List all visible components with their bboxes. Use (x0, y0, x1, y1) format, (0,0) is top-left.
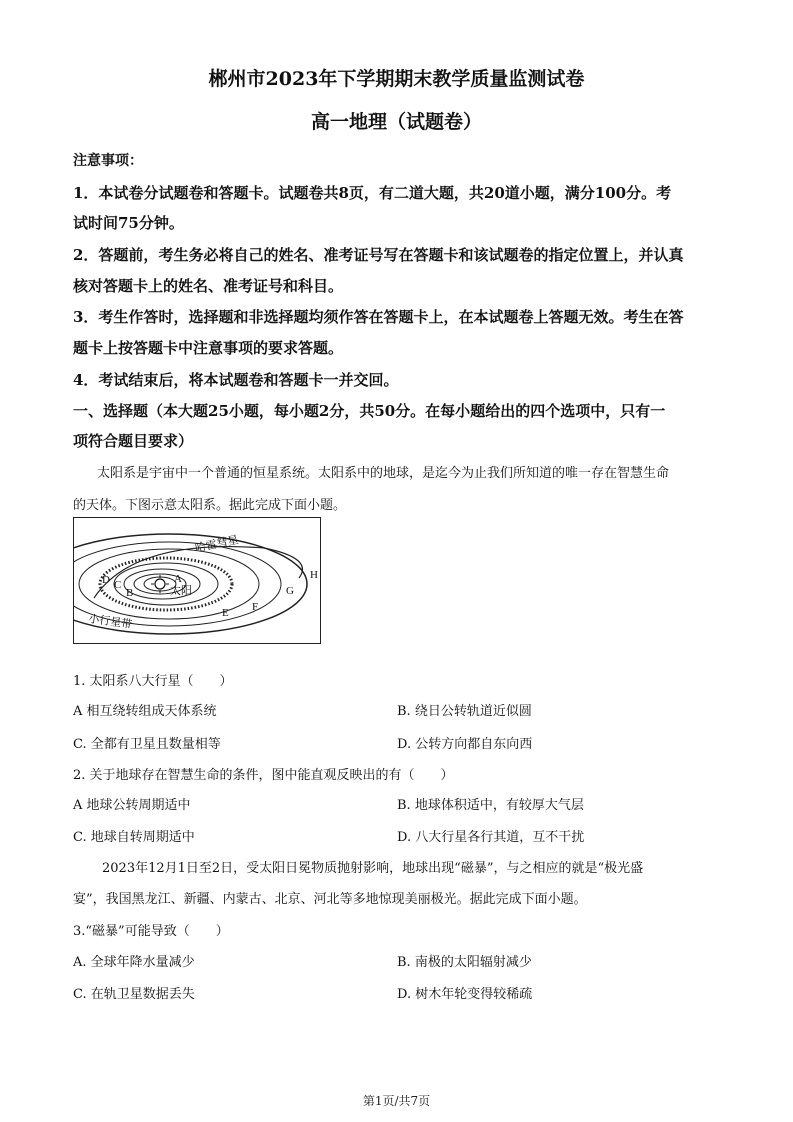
option-d: D. 公转方向都自东向西 (397, 737, 533, 752)
option-a: A 相互绕转组成天体系统 (73, 704, 217, 719)
section-heading: 一、选择题（本大题25小题，每小题2分，共50分。在每小题给出的四个选项中，只有一 (73, 402, 666, 420)
option-c: C. 地球自转周期适中 (73, 830, 195, 845)
section-heading: 项符合题目要求） (73, 432, 194, 450)
solar-system-figure (73, 517, 321, 644)
planet-label-e: E (222, 607, 229, 619)
planet-label-b: B (126, 587, 134, 599)
planet-label-d: D (102, 574, 110, 586)
option-b: B. 地球体积适中，有较厚大气层 (397, 798, 584, 813)
option-c: C. 全都有卫星且数量相等 (73, 737, 221, 752)
question-stem: 1. 太阳系八大行星（ ） (73, 674, 233, 689)
page-subtitle: 高一地理（试题卷） (310, 111, 482, 133)
passage-text: 宴”，我国黑龙江、新疆、内蒙古、北京、河北等多地惊现美丽极光。据此完成下面小题。 (73, 892, 587, 907)
question-stem: 2. 关于地球存在智慧生命的条件，图中能直观反映出的有（ ） (73, 768, 454, 783)
notice-line: 1．本试卷分试题卷和答题卡。试题卷共8页，有二道大题，共20道小题，满分100分。考 (73, 184, 672, 202)
option-c: C. 在轨卫星数据丢失 (73, 987, 195, 1002)
page-title: 郴州市2023年下学期期末教学质量监测试卷 (208, 68, 585, 90)
planet-label-c: C (114, 579, 122, 591)
option-a: A 地球公转周期适中 (73, 798, 191, 813)
notice-line: 2．答题前，考生务必将自己的姓名、准考证号写在答题卡和该试题卷的指定位置上，并认真 (73, 246, 684, 264)
option-a: A. 全球年降水量减少 (73, 955, 195, 970)
planet-label-a: A (174, 573, 182, 585)
option-d: D. 树木年轮变得较稀疏 (397, 987, 533, 1002)
option-b: B. 绕日公转轨道近似圆 (397, 704, 532, 719)
sun-label: 太阳 (170, 585, 192, 597)
solar-system-diagram (74, 518, 319, 642)
notice-line: 3．考生作答时，选择题和非选择题均须作答在答题卡上，在本试题卷上答题无效。考生在答 (73, 308, 684, 326)
question-stem: 3.“磁暴”可能导致（ ） (73, 924, 229, 939)
notice-line: 题卡上按答题卡中注意事项的要求答题。 (73, 339, 344, 357)
planet-label-f: F (252, 601, 259, 613)
comet-label: 哈雷彗星 (194, 534, 240, 555)
option-d: D. 八大行星各行其道，互不干扰 (397, 830, 585, 845)
notice-heading: 注意事项： (73, 153, 143, 169)
passage-text: 太阳系是宇宙中一个普通的恒星系统。太阳系中的地球，是迄今为止我们所知道的唯一存在智慧生命 (97, 466, 670, 481)
page-number: 第1页/共7页 (362, 1094, 431, 1108)
planet-label-g: G (286, 585, 294, 597)
notice-line: 4．考试结束后，将本试题卷和答题卡一并交回。 (73, 371, 399, 389)
notice-line: 试时间75分钟。 (73, 214, 184, 232)
passage-text: 的天体。下图示意太阳系。据此完成下面小题。 (73, 498, 347, 513)
notice-line: 核对答题卡上的姓名、准考证号和科目。 (73, 277, 344, 295)
asteroid-belt-label: 小行星带 (87, 613, 133, 632)
option-b: B. 南极的太阳辐射减少 (397, 955, 532, 970)
planet-label-h: H (310, 569, 318, 581)
passage-text: 2023年12月1日至2日，受太阳日冕物质抛射影响，地球出现“磁暴”，与之相应的就是“极光盛 (102, 861, 644, 876)
